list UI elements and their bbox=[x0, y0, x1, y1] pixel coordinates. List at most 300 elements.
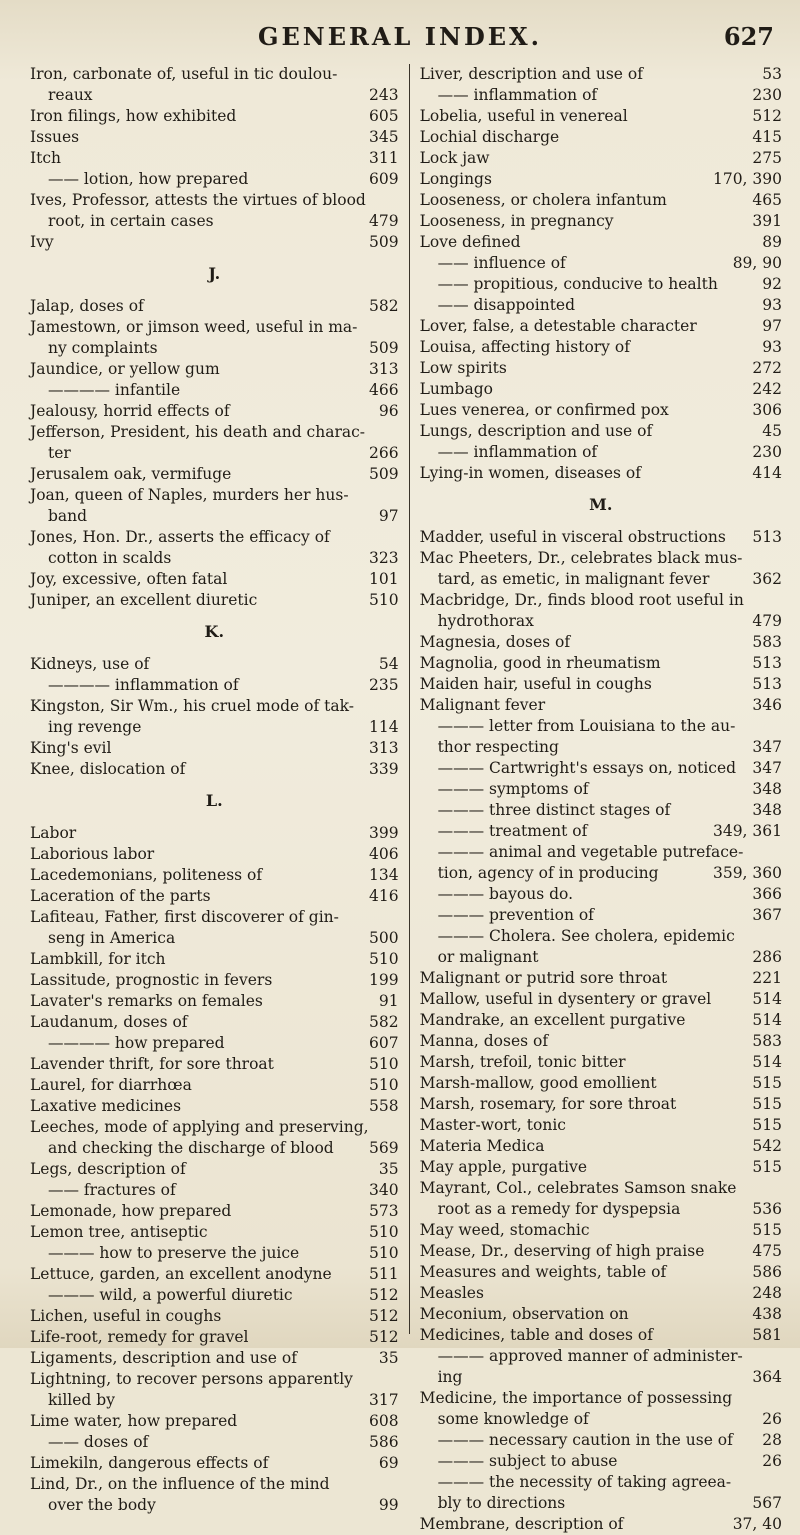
index-subentry bbox=[420, 85, 782, 106]
index-entry bbox=[30, 1222, 399, 1243]
entry-page-ref: 475 bbox=[752, 1242, 782, 1260]
entry-page-ref: 35 bbox=[378, 1349, 399, 1367]
entry-page-ref: 558 bbox=[368, 1097, 399, 1115]
entry-page-ref: 99 bbox=[378, 1496, 399, 1514]
entry-text: Lumbago bbox=[419, 380, 493, 398]
index-subentry bbox=[30, 1243, 399, 1264]
index-entry bbox=[30, 1096, 399, 1117]
entry-text: —— propitious, conducive to health bbox=[437, 275, 718, 293]
index-entry-continuation bbox=[30, 85, 399, 106]
index-entry bbox=[420, 1115, 782, 1136]
entry-page-ref: 345 bbox=[368, 128, 399, 146]
entry-text: root, in certain cases bbox=[48, 212, 214, 230]
entry-text: ——— three distinct stages of bbox=[437, 801, 671, 819]
entry-text: Manna, doses of bbox=[419, 1032, 549, 1050]
section-letter: M. bbox=[589, 495, 613, 514]
entry-text: King's evil bbox=[30, 739, 112, 757]
entry-text: Meconium, observation on bbox=[419, 1305, 629, 1323]
entry-page-ref: 362 bbox=[752, 570, 782, 588]
entry-text: Lime water, how prepared bbox=[30, 1412, 238, 1430]
index-subentry bbox=[420, 926, 782, 947]
entry-page-ref: 511 bbox=[368, 1265, 399, 1283]
index-entry-continuation bbox=[30, 1390, 399, 1411]
entry-text: ——— symptoms of bbox=[437, 780, 589, 798]
entry-page-ref: 311 bbox=[368, 149, 399, 167]
entry-text: —— doses of bbox=[48, 1433, 149, 1451]
entry-page-ref: 235 bbox=[368, 676, 399, 694]
entry-text: cotton in scalds bbox=[48, 549, 172, 567]
entry-text: —— inflammation of bbox=[437, 443, 598, 461]
entry-text: Labor bbox=[30, 824, 77, 842]
index-subentry bbox=[30, 1432, 399, 1453]
index-entry bbox=[420, 1073, 782, 1094]
entry-text: Laceration of the parts bbox=[30, 887, 211, 905]
entry-page-ref: 96 bbox=[378, 402, 399, 420]
entry-page-ref: 93 bbox=[762, 338, 782, 356]
entry-text: Lichen, useful in coughs bbox=[30, 1307, 222, 1325]
index-entry-continuation bbox=[420, 1367, 782, 1388]
entry-text: Longings bbox=[419, 170, 492, 188]
index-entry bbox=[420, 379, 782, 400]
entry-text: ——— how to preserve the juice bbox=[48, 1244, 300, 1262]
entry-text: Love defined bbox=[419, 233, 521, 251]
entry-page-ref: 510 bbox=[368, 950, 399, 968]
entry-text: —— fractures of bbox=[48, 1181, 176, 1199]
entry-page-ref: 54 bbox=[378, 655, 399, 673]
index-entry-continuation bbox=[30, 506, 399, 527]
index-entry bbox=[420, 1514, 782, 1535]
index-subentry bbox=[420, 884, 782, 905]
entry-text: Looseness, in pregnancy bbox=[419, 212, 614, 230]
entry-page-ref: 510 bbox=[368, 1076, 399, 1094]
entry-page-ref: 514 bbox=[752, 1011, 782, 1029]
entry-text: ———— inflammation of bbox=[48, 676, 239, 694]
entry-text: Mac Pheeters, Dr., celebrates black mus- bbox=[419, 549, 743, 567]
entry-page-ref: 37, 40 bbox=[732, 1515, 782, 1533]
index-entry bbox=[420, 232, 782, 253]
index-entry bbox=[30, 1474, 399, 1495]
entry-page-ref: 510 bbox=[368, 591, 399, 609]
entry-page-ref: 583 bbox=[752, 633, 782, 651]
entry-text: ———— how prepared bbox=[48, 1034, 225, 1052]
entry-text: Madder, useful in visceral obstructions bbox=[419, 528, 726, 546]
entry-page-ref: 399 bbox=[368, 824, 399, 842]
entry-page-ref: 45 bbox=[762, 422, 782, 440]
index-entry bbox=[30, 1012, 399, 1033]
index-entry-continuation bbox=[30, 1495, 399, 1516]
entry-text: ing revenge bbox=[48, 718, 142, 736]
entry-page-ref: 26 bbox=[762, 1410, 782, 1428]
entry-page-ref: 510 bbox=[368, 1055, 399, 1073]
section-letter: J. bbox=[208, 264, 221, 283]
index-entry bbox=[30, 127, 399, 148]
entry-text: Looseness, or cholera infantum bbox=[419, 191, 667, 209]
entry-page-ref: 367 bbox=[752, 906, 782, 924]
index-subentry bbox=[420, 758, 782, 779]
entry-text: May apple, purgative bbox=[419, 1158, 588, 1176]
index-columns bbox=[30, 64, 782, 1533]
index-entry-continuation bbox=[420, 1409, 782, 1430]
entry-page-ref: 26 bbox=[762, 1452, 782, 1470]
index-subentry bbox=[30, 1180, 399, 1201]
entry-page-ref: 513 bbox=[752, 528, 782, 546]
index-entry bbox=[30, 64, 399, 85]
index-entry bbox=[420, 1052, 782, 1073]
index-entry bbox=[30, 991, 399, 1012]
entry-page-ref: 199 bbox=[368, 971, 399, 989]
index-entry bbox=[30, 949, 399, 970]
index-entry bbox=[420, 316, 782, 337]
entry-page-ref: 512 bbox=[368, 1328, 399, 1346]
index-subentry bbox=[420, 253, 782, 274]
index-subentry bbox=[420, 842, 782, 863]
index-subentry bbox=[420, 1472, 782, 1493]
entry-text: Jones, Hon. Dr., asserts the efficacy of bbox=[30, 528, 330, 546]
index-entry bbox=[30, 1075, 399, 1096]
index-entry bbox=[420, 463, 782, 484]
entry-text: Medicines, table and doses of bbox=[419, 1326, 653, 1344]
index-entry-continuation bbox=[30, 928, 399, 949]
entry-page-ref: 266 bbox=[368, 444, 399, 462]
entry-page-ref: 114 bbox=[368, 718, 399, 736]
index-entry-continuation bbox=[30, 211, 399, 232]
entry-text: Joy, excessive, often fatal bbox=[30, 570, 228, 588]
index-entry bbox=[420, 548, 782, 569]
entry-page-ref: 97 bbox=[762, 317, 782, 335]
entry-text: Lover, false, a detestable character bbox=[419, 317, 697, 335]
index-subentry bbox=[420, 779, 782, 800]
entry-text: Measles bbox=[419, 1284, 484, 1302]
entry-text: May weed, stomachic bbox=[419, 1221, 590, 1239]
entry-text: Leeches, mode of applying and preserving, bbox=[30, 1118, 369, 1136]
entry-page-ref: 479 bbox=[368, 212, 399, 230]
entry-page-ref: 221 bbox=[752, 969, 782, 987]
entry-text: Lambkill, for itch bbox=[30, 950, 166, 968]
entry-page-ref: 101 bbox=[368, 570, 399, 588]
entry-page-ref: 340 bbox=[368, 1181, 399, 1199]
entry-text: and checking the discharge of blood bbox=[48, 1139, 334, 1157]
index-entry bbox=[420, 1241, 782, 1262]
entry-text: Lock jaw bbox=[419, 149, 490, 167]
section-letter: K. bbox=[204, 622, 225, 641]
entry-text: Iron, carbonate of, useful in tic doulou- bbox=[30, 65, 338, 83]
entry-text: killed by bbox=[48, 1391, 115, 1409]
entry-text: ——— wild, a powerful diuretic bbox=[48, 1286, 293, 1304]
index-subentry bbox=[420, 800, 782, 821]
right-column bbox=[409, 64, 782, 1533]
index-entry bbox=[30, 1369, 399, 1390]
entry-page-ref: 170, 390 bbox=[712, 170, 782, 188]
index-entry bbox=[30, 907, 399, 928]
entry-text: Lacedemonians, politeness of bbox=[30, 866, 263, 884]
entry-page-ref: 608 bbox=[368, 1412, 399, 1430]
index-entry bbox=[30, 422, 399, 443]
entry-page-ref: 515 bbox=[752, 1095, 782, 1113]
entry-text: Limekiln, dangerous effects of bbox=[30, 1454, 269, 1472]
entry-page-ref: 479 bbox=[752, 612, 782, 630]
entry-page-ref: 242 bbox=[752, 380, 782, 398]
index-entry bbox=[30, 759, 399, 780]
entry-text: tard, as emetic, in malignant fever bbox=[437, 570, 710, 588]
entry-page-ref: 28 bbox=[762, 1431, 782, 1449]
index-entry bbox=[420, 1283, 782, 1304]
entry-text: ——— letter from Louisiana to the au- bbox=[437, 717, 736, 735]
index-subentry bbox=[30, 675, 399, 696]
index-entry bbox=[30, 1054, 399, 1075]
entry-text: Jerusalem oak, vermifuge bbox=[30, 465, 232, 483]
index-entry bbox=[30, 1159, 399, 1180]
entry-page-ref: 347 bbox=[752, 759, 782, 777]
entry-text: Lind, Dr., on the influence of the mind bbox=[30, 1475, 330, 1493]
entry-page-ref: 348 bbox=[752, 780, 782, 798]
entry-text: Louisa, affecting history of bbox=[419, 338, 630, 356]
entry-page-ref: 317 bbox=[368, 1391, 399, 1409]
index-entry bbox=[30, 190, 399, 211]
entry-text: hydrothorax bbox=[437, 612, 534, 630]
entry-page-ref: 583 bbox=[752, 1032, 782, 1050]
entry-page-ref: 514 bbox=[752, 1053, 782, 1071]
section-letter: L. bbox=[205, 791, 223, 810]
index-entry bbox=[30, 696, 399, 717]
index-entry bbox=[30, 1306, 399, 1327]
entry-text: Maiden hair, useful in coughs bbox=[419, 675, 652, 693]
index-entry bbox=[420, 1094, 782, 1115]
index-subentry bbox=[420, 295, 782, 316]
entry-text: ——— prevention of bbox=[437, 906, 594, 924]
entry-page-ref: 512 bbox=[752, 107, 782, 125]
entry-text: —— disappointed bbox=[437, 296, 576, 314]
index-subentry bbox=[420, 274, 782, 295]
entry-text: Magnesia, doses of bbox=[419, 633, 571, 651]
entry-text: ——— bayous do. bbox=[437, 885, 574, 903]
entry-text: Lafiteau, Father, first discoverer of gin- bbox=[30, 908, 339, 926]
entry-text: ——— approved manner of administer- bbox=[437, 1347, 743, 1365]
index-entry bbox=[420, 1220, 782, 1241]
entry-page-ref: 230 bbox=[752, 443, 782, 461]
index-entry bbox=[420, 1031, 782, 1052]
index-entry bbox=[420, 695, 782, 716]
entry-page-ref: 35 bbox=[378, 1160, 399, 1178]
entry-text: Lues venerea, or confirmed pox bbox=[419, 401, 669, 419]
entry-page-ref: 406 bbox=[368, 845, 399, 863]
index-entry-continuation bbox=[30, 443, 399, 464]
entry-text: Membrane, description of bbox=[419, 1515, 624, 1533]
index-entry bbox=[30, 464, 399, 485]
index-entry bbox=[420, 1388, 782, 1409]
entry-page-ref: 512 bbox=[368, 1307, 399, 1325]
entry-page-ref: 582 bbox=[368, 1013, 399, 1031]
entry-page-ref: 89, 90 bbox=[732, 254, 782, 272]
index-entry bbox=[420, 1157, 782, 1178]
entry-text: Kingston, Sir Wm., his cruel mode of tak- bbox=[30, 697, 354, 715]
entry-text: ——— animal and vegetable putreface- bbox=[437, 843, 744, 861]
entry-text: Lemon tree, antiseptic bbox=[30, 1223, 208, 1241]
entry-page-ref: 607 bbox=[368, 1034, 399, 1052]
index-entry bbox=[420, 632, 782, 653]
entry-page-ref: 512 bbox=[368, 1286, 399, 1304]
entry-text: Jalap, doses of bbox=[30, 297, 144, 315]
entry-page-ref: 366 bbox=[752, 885, 782, 903]
index-entry bbox=[30, 359, 399, 380]
entry-page-ref: 542 bbox=[752, 1137, 782, 1155]
entry-text: —— lotion, how prepared bbox=[48, 170, 249, 188]
entry-page-ref: 306 bbox=[752, 401, 782, 419]
index-entry bbox=[420, 169, 782, 190]
entry-text: Lavender thrift, for sore throat bbox=[30, 1055, 274, 1073]
left-column bbox=[30, 64, 409, 1514]
index-entry bbox=[420, 211, 782, 232]
index-entry bbox=[30, 823, 399, 844]
index-entry bbox=[30, 654, 399, 675]
entry-page-ref: 346 bbox=[752, 696, 782, 714]
entry-page-ref: 509 bbox=[368, 339, 399, 357]
index-subentry bbox=[420, 821, 782, 842]
index-subentry bbox=[30, 1033, 399, 1054]
entry-page-ref: 582 bbox=[368, 297, 399, 315]
index-entry bbox=[30, 1453, 399, 1474]
index-entry-continuation bbox=[420, 1493, 782, 1514]
entry-page-ref: 509 bbox=[368, 233, 399, 251]
index-entry bbox=[30, 148, 399, 169]
entry-text: Kidneys, use of bbox=[30, 655, 150, 673]
entry-text: Itch bbox=[30, 149, 62, 167]
entry-page-ref: 414 bbox=[752, 464, 782, 482]
entry-text: Jamestown, or jimson weed, useful in ma- bbox=[30, 318, 358, 336]
entry-text: Mallow, useful in dysentery or gravel bbox=[419, 990, 712, 1008]
entry-text: Knee, dislocation of bbox=[30, 760, 186, 778]
index-entry bbox=[420, 421, 782, 442]
entry-page-ref: 348 bbox=[752, 801, 782, 819]
index-entry bbox=[420, 1262, 782, 1283]
entry-text: bly to directions bbox=[437, 1494, 566, 1512]
index-entry bbox=[30, 527, 399, 548]
entry-page-ref: 586 bbox=[752, 1263, 782, 1281]
entry-page-ref: 569 bbox=[368, 1139, 399, 1157]
index-entry-continuation bbox=[420, 863, 782, 884]
entry-text: Joan, queen of Naples, murders her hus- bbox=[30, 486, 349, 504]
index-entry-continuation bbox=[420, 1199, 782, 1220]
index-entry bbox=[420, 127, 782, 148]
entry-page-ref: 349, 361 bbox=[712, 822, 782, 840]
entry-text: —— inflammation of bbox=[437, 86, 598, 104]
entry-text: Lobelia, useful in venereal bbox=[419, 107, 628, 125]
entry-page-ref: 313 bbox=[368, 360, 399, 378]
index-entry bbox=[420, 358, 782, 379]
index-entry bbox=[420, 1136, 782, 1157]
entry-text: —— influence of bbox=[437, 254, 566, 272]
entry-page-ref: 515 bbox=[752, 1116, 782, 1134]
entry-page-ref: 323 bbox=[368, 549, 399, 567]
index-entry bbox=[30, 569, 399, 590]
index-entry bbox=[30, 738, 399, 759]
entry-page-ref: 510 bbox=[368, 1244, 399, 1262]
entry-text: Mandrake, an excellent purgative bbox=[419, 1011, 686, 1029]
entry-page-ref: 515 bbox=[752, 1221, 782, 1239]
entry-page-ref: 586 bbox=[368, 1433, 399, 1451]
entry-page-ref: 243 bbox=[368, 86, 399, 104]
page-number: 627 bbox=[723, 22, 774, 51]
entry-page-ref: 573 bbox=[368, 1202, 399, 1220]
entry-text: Lassitude, prognostic in fevers bbox=[30, 971, 273, 989]
index-entry bbox=[30, 886, 399, 907]
index-entry bbox=[420, 1304, 782, 1325]
index-subentry bbox=[420, 1451, 782, 1472]
entry-text: Lavater's remarks on females bbox=[30, 992, 263, 1010]
entry-text: root as a remedy for dyspepsia bbox=[437, 1200, 681, 1218]
index-entry bbox=[30, 296, 399, 317]
index-entry bbox=[30, 970, 399, 991]
entry-text: Malignant fever bbox=[419, 696, 546, 714]
entry-page-ref: 609 bbox=[368, 170, 399, 188]
entry-text: ——— subject to abuse bbox=[437, 1452, 618, 1470]
index-entry bbox=[420, 590, 782, 611]
index-entry bbox=[30, 1264, 399, 1285]
entry-page-ref: 92 bbox=[762, 275, 782, 293]
entry-text: Magnolia, good in rheumatism bbox=[419, 654, 661, 672]
entry-text: or malignant bbox=[437, 948, 539, 966]
entry-text: ——— Cartwright's essays on, noticed bbox=[437, 759, 737, 777]
entry-text: Materia Medica bbox=[419, 1137, 545, 1155]
entry-page-ref: 391 bbox=[752, 212, 782, 230]
index-entry-continuation bbox=[420, 569, 782, 590]
index-subentry bbox=[420, 1346, 782, 1367]
entry-page-ref: 536 bbox=[752, 1200, 782, 1218]
entry-page-ref: 91 bbox=[378, 992, 399, 1010]
index-entry bbox=[420, 106, 782, 127]
entry-page-ref: 515 bbox=[752, 1074, 782, 1092]
entry-text: ny complaints bbox=[48, 339, 158, 357]
entry-text: Lungs, description and use of bbox=[419, 422, 653, 440]
entry-text: reaux bbox=[48, 86, 93, 104]
index-entry bbox=[30, 401, 399, 422]
entry-text: ——— necessary caution in the use of bbox=[437, 1431, 733, 1449]
index-entry bbox=[30, 485, 399, 506]
index-entry-continuation bbox=[30, 1138, 399, 1159]
entry-text: Master-wort, tonic bbox=[419, 1116, 566, 1134]
entry-page-ref: 97 bbox=[378, 507, 399, 525]
entry-text: Marsh-mallow, good emollient bbox=[419, 1074, 657, 1092]
entry-page-ref: 248 bbox=[752, 1284, 782, 1302]
index-entry bbox=[420, 1325, 782, 1346]
index-entry bbox=[30, 1117, 399, 1138]
index-subentry bbox=[30, 169, 399, 190]
entry-page-ref: 93 bbox=[762, 296, 782, 314]
index-entry-continuation bbox=[30, 717, 399, 738]
index-entry-continuation bbox=[420, 737, 782, 758]
index-entry bbox=[30, 865, 399, 886]
index-entry bbox=[420, 64, 782, 85]
index-entry bbox=[420, 400, 782, 421]
entry-text: Measures and weights, table of bbox=[419, 1263, 667, 1281]
entry-text: ing bbox=[437, 1368, 463, 1386]
entry-text: over the body bbox=[48, 1496, 156, 1514]
index-subentry bbox=[30, 380, 399, 401]
entry-page-ref: 605 bbox=[368, 107, 399, 125]
entry-page-ref: 313 bbox=[368, 739, 399, 757]
index-entry bbox=[420, 989, 782, 1010]
index-entry bbox=[30, 1348, 399, 1369]
entry-text: Lying-in women, diseases of bbox=[419, 464, 641, 482]
entry-text: Jealousy, horrid effects of bbox=[30, 402, 230, 420]
entry-text: Low spirits bbox=[419, 359, 507, 377]
entry-text: Lightning, to recover persons apparently bbox=[30, 1370, 353, 1388]
entry-page-ref: 465 bbox=[752, 191, 782, 209]
entry-page-ref: 134 bbox=[368, 866, 399, 884]
entry-text: Ives, Professor, attests the virtues of blood bbox=[30, 191, 366, 209]
entry-text: Jefferson, President, his death and charac- bbox=[30, 423, 366, 441]
entry-page-ref: 339 bbox=[368, 760, 399, 778]
running-title: GENERAL INDEX. bbox=[257, 22, 543, 51]
